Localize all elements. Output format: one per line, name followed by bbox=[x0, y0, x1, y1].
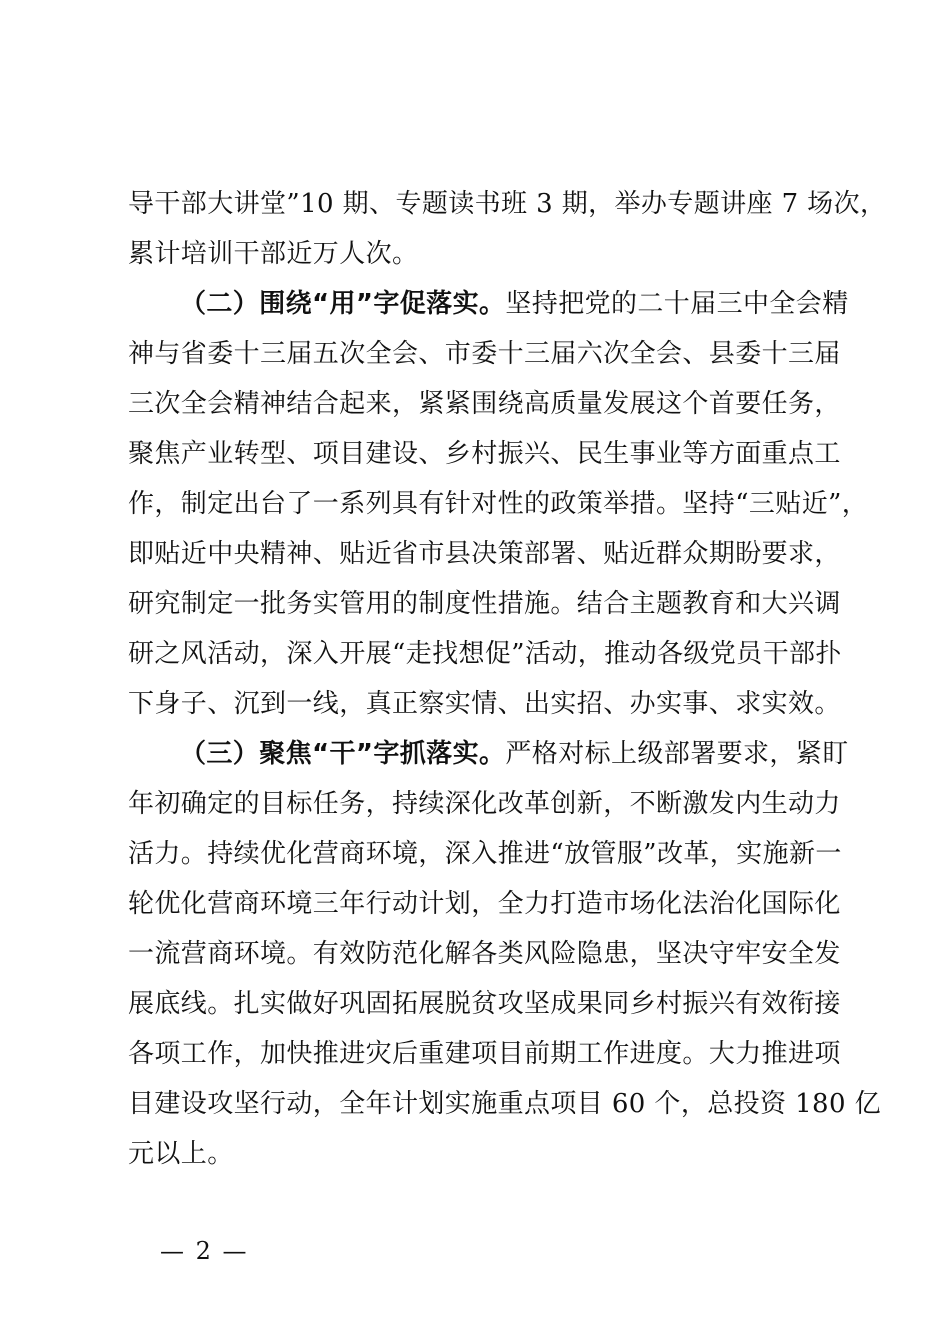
paragraph-line: 目建设攻坚行动，全年计划实施重点项目 60 个，总投资 180 亿 bbox=[128, 1089, 881, 1119]
paragraph-line: 三次全会精神结合起来，紧紧围绕高质量发展这个首要任务， bbox=[128, 389, 841, 419]
paragraph-text: 严格对标上级部署要求，紧盯 bbox=[505, 739, 849, 769]
paragraph-line: 下身子、沉到一线，真正察实情、出实招、办实事、求实效。 bbox=[128, 689, 841, 719]
paragraph-line: 研究制定一批务实管用的制度性措施。结合主题教育和大兴调 bbox=[128, 589, 841, 619]
section-2-first-line bbox=[180, 291, 849, 317]
paragraph-line: 研之风活动，深入开展“走找想促”活动，推动各级党员干部扑 bbox=[128, 639, 842, 669]
paragraph-line: 聚焦产业转型、项目建设、乡村振兴、民生事业等方面重点工 bbox=[128, 439, 841, 469]
page-number: — 2 — bbox=[160, 1237, 249, 1265]
paragraph-line: 即贴近中央精神、贴近省市县决策部署、贴近群众期盼要求， bbox=[128, 539, 841, 569]
paragraph-line: 年初确定的目标任务，持续深化改革创新，不断激发内生动力 bbox=[128, 789, 841, 819]
paragraph-line: 导干部大讲堂”10 期、专题读书班 3 期，举办专题讲座 7 场次， bbox=[128, 189, 887, 219]
section-heading: （二）围绕“用”字促落实。 bbox=[180, 289, 506, 319]
paragraph-line: 作，制定出台了一系列具有针对性的政策举措。坚持“三贴近”， bbox=[128, 489, 869, 519]
paragraph-line: 各项工作，加快推进灾后重建项目前期工作进度。大力推进项 bbox=[128, 1039, 841, 1069]
paragraph-line: 神与省委十三届五次全会、市委十三届六次全会、县委十三届 bbox=[128, 339, 841, 369]
paragraph-line: 展底线。扎实做好巩固拓展脱贫攻坚成果同乡村振兴有效衔接 bbox=[128, 989, 841, 1019]
section-3-first-line bbox=[180, 741, 849, 767]
paragraph-line: 轮优化营商环境三年行动计划，全力打造市场化法治化国际化 bbox=[128, 889, 841, 919]
section-heading: （三）聚焦“干”字抓落实。 bbox=[180, 739, 506, 769]
paragraph-line: 累计培训干部近万人次。 bbox=[128, 239, 419, 269]
paragraph-line: 元以上。 bbox=[128, 1139, 234, 1169]
paragraph-line: 活力。持续优化营商环境，深入推进“放管服”改革，实施新一 bbox=[128, 839, 842, 869]
paragraph-line: 一流营商环境。有效防范化解各类风险隐患，坚决守牢安全发 bbox=[128, 939, 841, 969]
paragraph-text: 坚持把党的二十届三中全会精 bbox=[505, 289, 849, 319]
